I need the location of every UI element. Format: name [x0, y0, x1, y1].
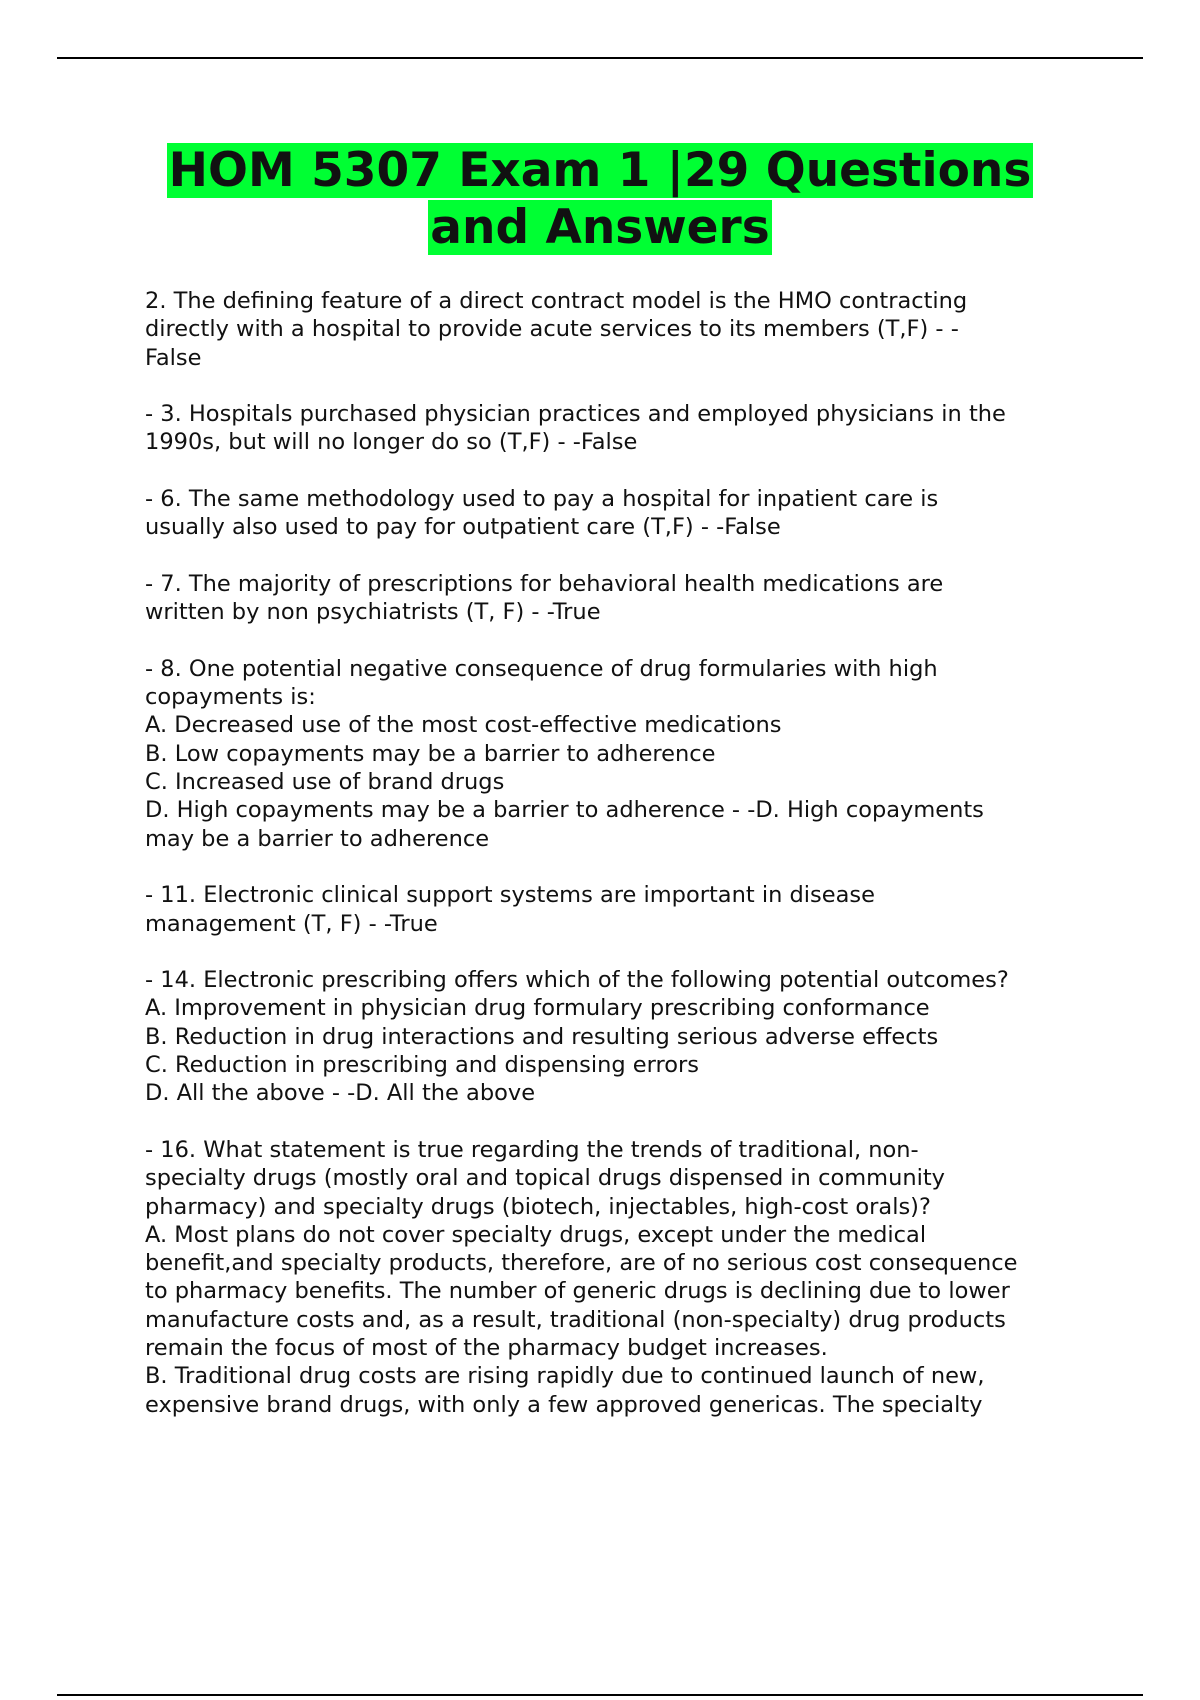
question-line: remain the focus of most of the pharmacy budget increases.: [145, 1334, 828, 1361]
question-line: - 7. The majority of prescriptions for behavioral health medications are: [145, 570, 944, 597]
question-line: B. Low copayments may be a barrier to adherence: [145, 740, 716, 767]
question-block: [145, 485, 1105, 542]
question-line: A. Improvement in physician drug formulary prescribing conformance: [145, 995, 930, 1022]
question-line: False: [145, 344, 202, 371]
question-line: usually also used to pay for outpatient care (T,F) - -False: [145, 514, 781, 541]
question-line: - 8. One potential negative consequence of drug formularies with high: [145, 655, 938, 682]
title-line-1: HOM 5307 Exam 1 |29 Questions: [168, 143, 1032, 198]
question-line: A. Most plans do not cover specialty drugs, except under the medical: [145, 1221, 927, 1248]
question-line: D. All the above - -D. All the above: [145, 1080, 536, 1107]
question-line: written by non psychiatrists (T, F) - -True: [145, 599, 601, 626]
question-line: C. Increased use of brand drugs: [145, 769, 505, 796]
question-line: pharmacy) and specialty drugs (biotech, injectables, high-cost orals)?: [145, 1193, 931, 1220]
question-block: [145, 881, 1105, 938]
question-line: C. Reduction in prescribing and dispensing errors: [145, 1052, 699, 1079]
question-block: [145, 966, 1105, 1107]
question-line: copayments is:: [145, 684, 316, 711]
question-line: 2. The defining feature of a direct contract model is the HMO contracting: [145, 288, 968, 314]
question-block: [145, 400, 1105, 457]
questions-body: [145, 287, 1105, 1447]
document-title: [0, 142, 1200, 256]
question-line: management (T, F) - -True: [145, 910, 438, 937]
question-line: directly with a hospital to provide acute services to its members (T,F) - -: [145, 316, 959, 343]
question-line: benefit,and specialty products, therefore, are of no serious cost consequence: [145, 1250, 1018, 1277]
question-line: - 3. Hospitals purchased physician practices and employed physicians in the: [145, 401, 1006, 428]
question-block: [145, 1136, 1105, 1419]
question-line: specialty drugs (mostly oral and topical drugs dispensed in community: [145, 1165, 945, 1192]
question-line: manufacture costs and, as a result, traditional (non-specialty) drug products: [145, 1306, 1006, 1333]
question-line: - 14. Electronic prescribing offers which of the following potential outcomes?: [145, 967, 1009, 994]
question-line: D. High copayments may be a barrier to adherence - -D. High copayments: [145, 797, 984, 824]
question-block: [145, 570, 1105, 627]
question-line: may be a barrier to adherence: [145, 825, 490, 852]
question-line: - 16. What statement is true regarding the trends of traditional, non-: [145, 1136, 919, 1163]
question-line: - 6. The same methodology used to pay a hospital for inpatient care is: [145, 486, 939, 513]
title-line-2: and Answers: [430, 200, 770, 255]
question-line: to pharmacy benefits. The number of generic drugs is declining due to lower: [145, 1278, 1010, 1305]
question-line: - 11. Electronic clinical support systems are important in disease: [145, 882, 875, 909]
question-line: expensive brand drugs, with only a few approved genericas. The specialty: [145, 1391, 983, 1418]
question-line: 1990s, but will no longer do so (T,F) - -False: [145, 429, 638, 456]
bottom-rule: [57, 1694, 1143, 1696]
question-block: [145, 287, 1105, 372]
question-line: B. Traditional drug costs are rising rapidly due to continued launch of new,: [145, 1363, 985, 1390]
question-line: B. Reduction in drug interactions and resulting serious adverse effects: [145, 1023, 939, 1050]
top-rule: [57, 57, 1143, 59]
question-line: A. Decreased use of the most cost-effective medications: [145, 712, 782, 739]
question-block: [145, 655, 1105, 853]
